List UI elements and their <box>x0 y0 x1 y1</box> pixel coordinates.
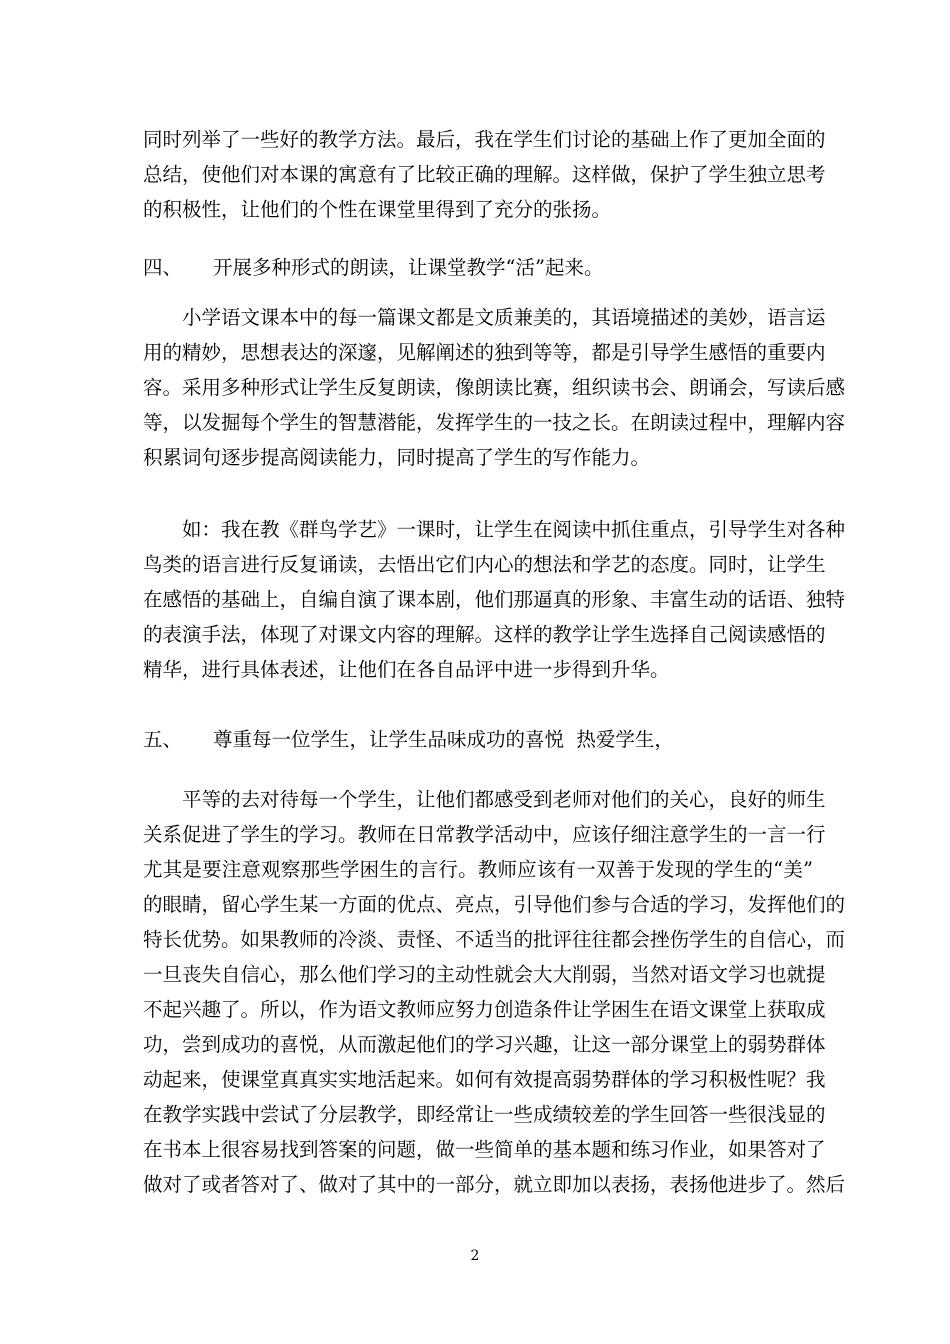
paragraph-line: 在感悟的基础上，自编自演了课本剧，他们那逼真的形象、丰富生动的话语、独特 <box>143 588 846 611</box>
section-number: 四、 <box>143 256 183 279</box>
paragraph-line: 如：我在教《群鸟学艺》一课时，让学生在阅读中抓住重点，引导学生对各种 <box>182 518 846 541</box>
section-number: 五、 <box>143 728 183 751</box>
paragraph-line: 特长优势。如果教师的冷淡、责怪、不适当的批评往往都会挫伤学生的自信心，而 <box>143 928 846 951</box>
paragraph-line: 动起来，使课堂真真实实地活起来。如何有效提高弱势群体的学习积极性呢？我 <box>143 1068 826 1091</box>
paragraph-line: 不起兴趣了。所以，作为语文教师应努力创造条件让学困生在语文课堂上获取成 <box>143 998 826 1021</box>
paragraph-line: 一旦丧失自信心，那么他们学习的主动性就会大大削弱，当然对语文学习也就提 <box>143 963 826 986</box>
paragraph-line: 在教学实践中尝试了分层教学，即经常让一些成绩较差的学生回答一些很浅显的 <box>143 1103 826 1126</box>
paragraph-line: 关系促进了学生的学习。教师在日常教学活动中，应该仔细注意学生的一言一行 <box>143 823 826 846</box>
paragraph-line: 容。采用多种形式让学生反复朗读，像朗读比赛，组织读书会、朗诵会，写读后感 <box>143 376 846 399</box>
paragraph-line: 的眼睛，留心学生某一方面的优点、亮点，引导他们参与合适的学习，发挥他们的 <box>143 893 846 916</box>
paragraph-line: 的积极性，让他们的个性在课堂里得到了充分的张扬。 <box>143 198 612 221</box>
paragraph-line: 积累词句逐步提高阅读能力，同时提高了学生的写作能力。 <box>143 446 651 469</box>
paragraph-line: 用的精妙，思想表达的深邃，见解阐述的独到等等，都是引导学生感悟的重要内 <box>143 341 826 364</box>
paragraph-line: 等，以发掘每个学生的智慧潜能，发挥学生的一技之长。在朗读过程中，理解内容 <box>143 411 846 434</box>
paragraph-line: 平等的去对待每一个学生，让他们都感受到老师对他们的关心，良好的师生 <box>182 788 826 811</box>
paragraph-line: 总结，使他们对本课的寓意有了比较正确的理解。这样做，保护了学生独立思考 <box>143 163 826 186</box>
section-heading-4 <box>143 256 603 280</box>
paragraph-line: 小学语文课本中的每一篇课文都是文质兼美的，其语境描述的美妙，语言运 <box>182 306 826 329</box>
section-heading-5 <box>143 728 674 752</box>
section-title: 尊重每一位学生，让学生品味成功的喜悦 热爱学生， <box>213 728 674 751</box>
paragraph-line: 精华，进行具体表述，让他们在各自品评中进一步得到升华。 <box>143 658 670 681</box>
page-number: 2 <box>470 1248 480 1264</box>
paragraph-line: 尤其是要注意观察那些学困生的言行。教师应该有一双善于发现的学生的“美” <box>143 858 813 881</box>
paragraph-line: 功，尝到成功的喜悦，从而激起他们的学习兴趣，让这一部分课堂上的弱势群体 <box>143 1033 826 1056</box>
paragraph-line: 在书本上很容易找到答案的问题，做一些简单的基本题和练习作业，如果答对了 <box>143 1138 826 1161</box>
paragraph-line: 做对了或者答对了、做对了其中的一部分，就立即加以表扬，表扬他进步了。然后 <box>143 1173 846 1196</box>
section-title: 开展多种形式的朗读，让课堂教学“活”起来。 <box>213 256 604 279</box>
paragraph-line: 的表演手法，体现了对课文内容的理解。这样的教学让学生选择自己阅读感悟的 <box>143 623 826 646</box>
paragraph-line: 鸟类的语言进行反复诵读，去悟出它们内心的想法和学艺的态度。同时，让学生 <box>143 553 826 576</box>
paragraph-line: 同时列举了一些好的教学方法。最后，我在学生们讨论的基础上作了更加全面的 <box>143 128 826 151</box>
